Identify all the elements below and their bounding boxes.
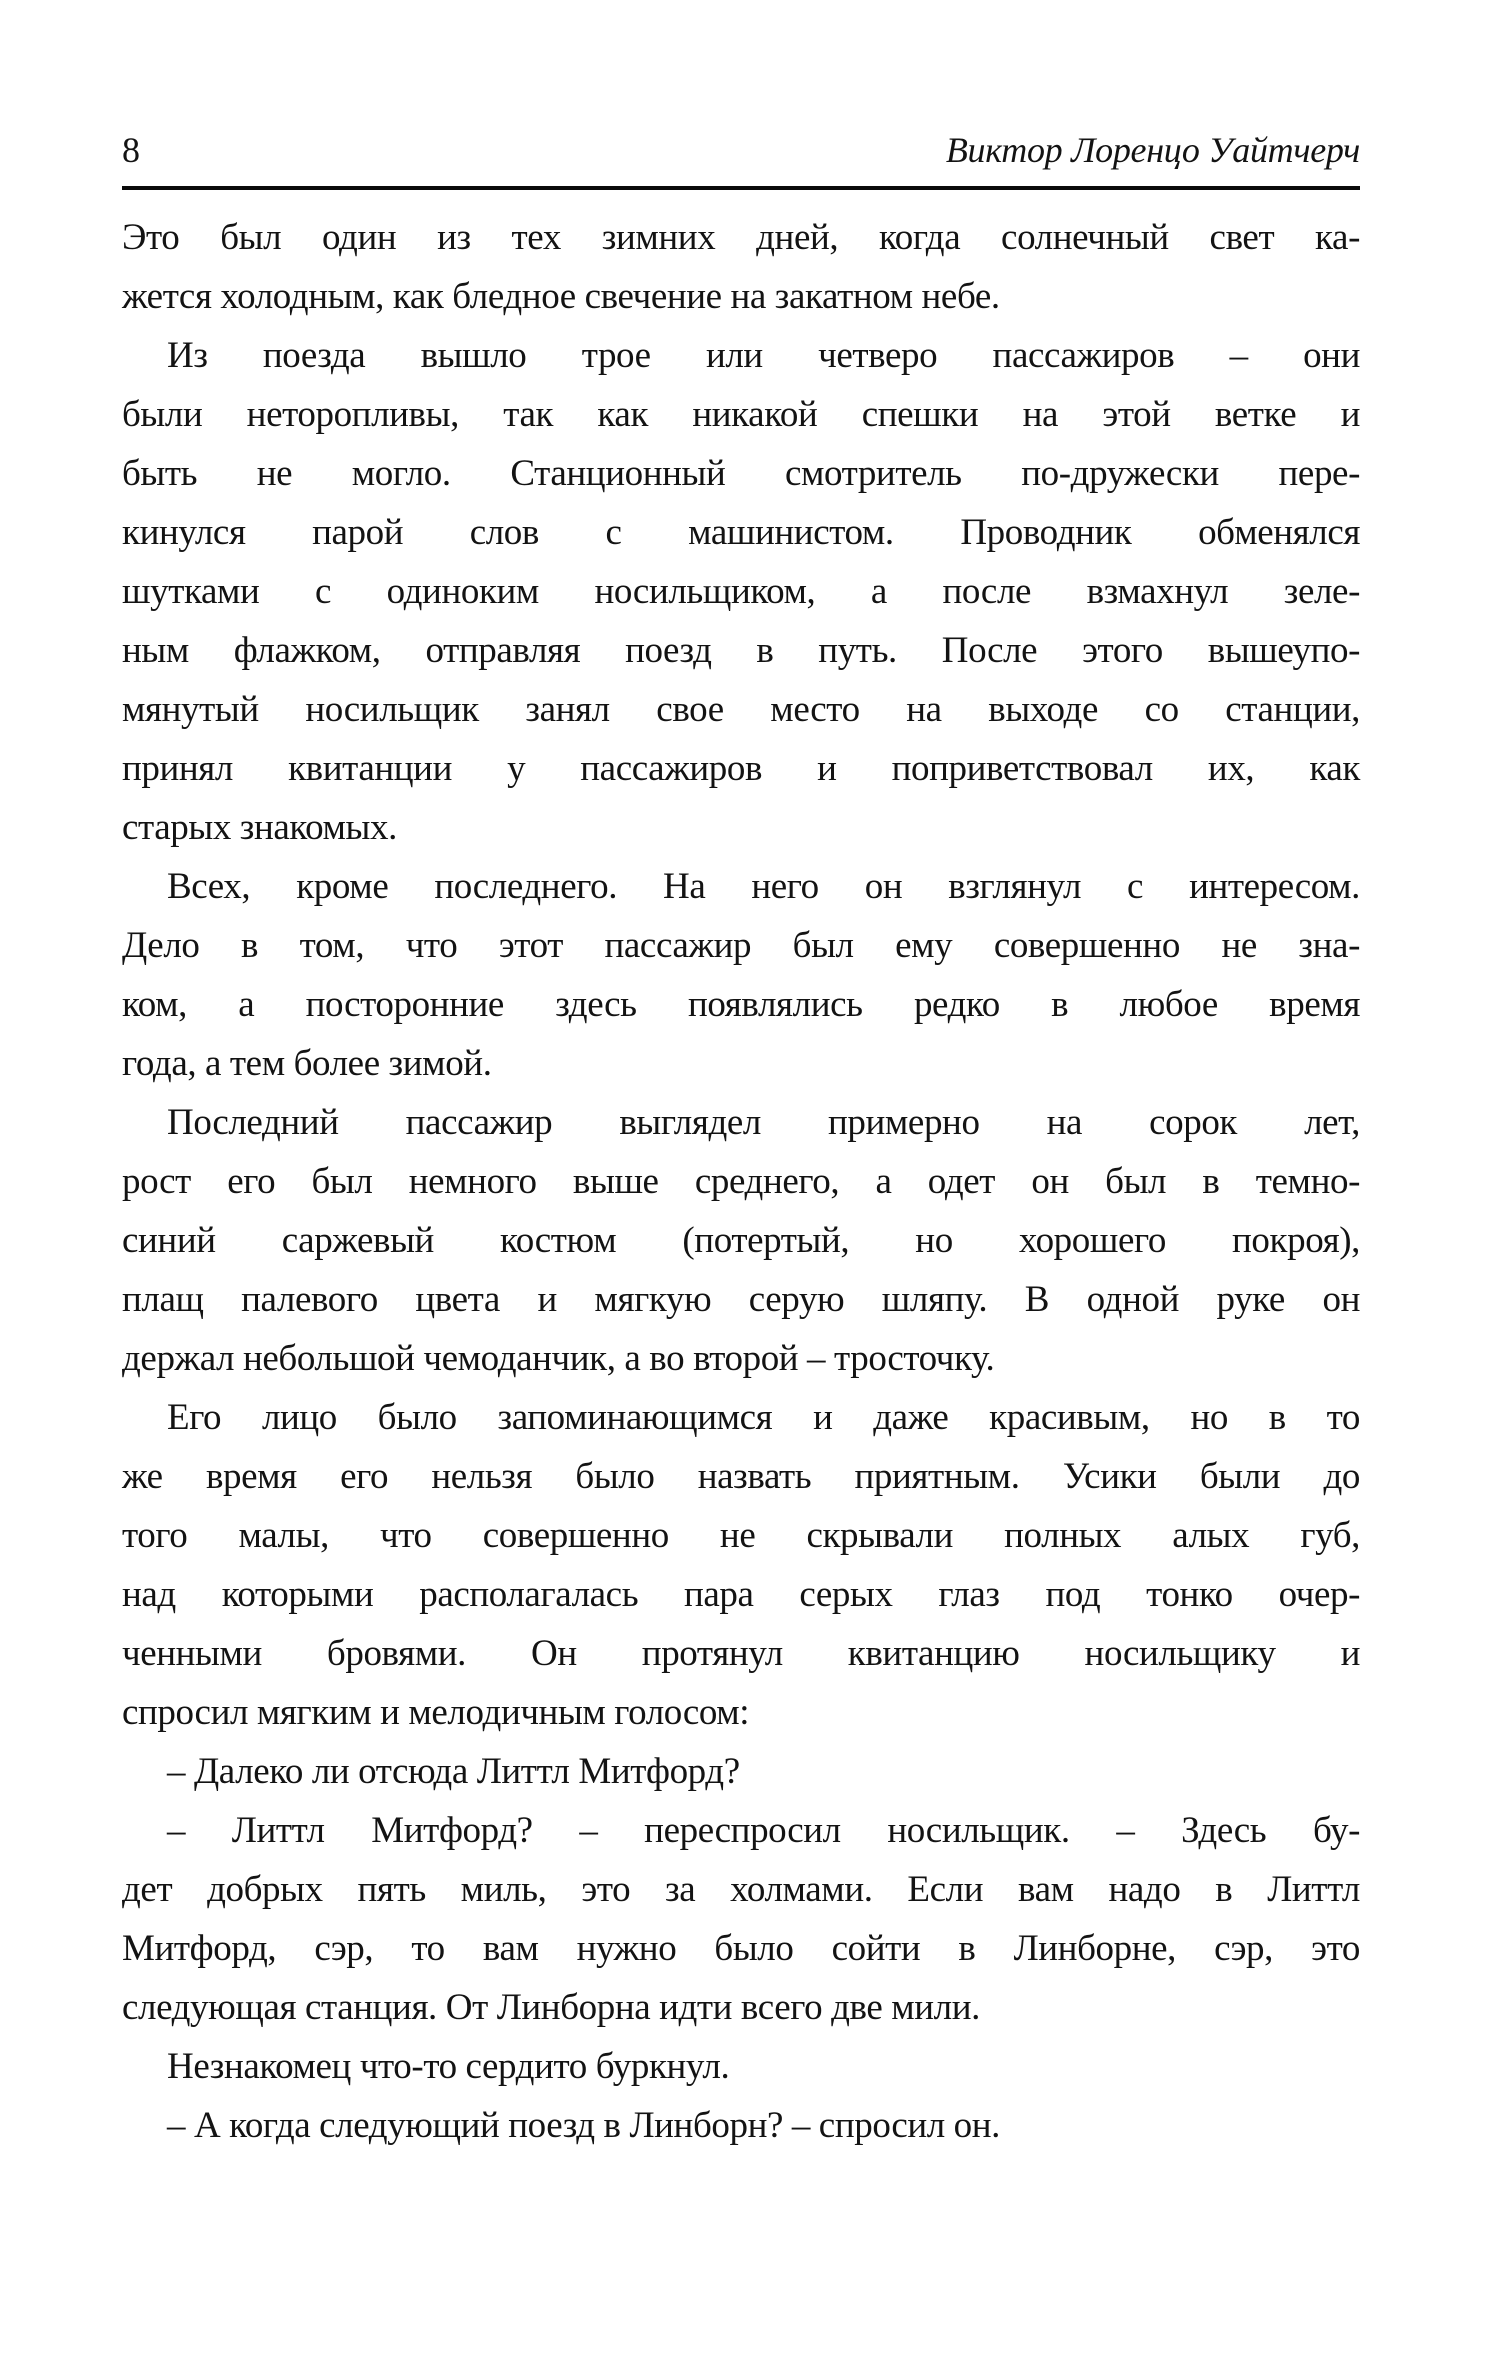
text-line: Его лицо было запоминающимся и даже красивым, но в то <box>167 1397 1360 1438</box>
page-text <box>122 208 1360 2155</box>
text-line: старых знакомых. <box>122 807 397 848</box>
text-line: Последний пассажир выглядел примерно на сорок лет, <box>167 1102 1360 1143</box>
text-line: принял квитанции у пассажиров и поприветствовал их, как <box>122 748 1360 789</box>
text-line: следующая станция. От Линборна идти всего две мили. <box>122 1987 980 2028</box>
text-line: держал небольшой чемоданчик, а во второй – тросточку. <box>122 1338 995 1379</box>
text-line: – Далеко ли отсюда Литтл Митфорд? <box>167 1751 740 1792</box>
header-rule <box>122 186 1360 190</box>
text-line: над которыми располагалась пара серых глаз под тонко очер- <box>122 1574 1360 1615</box>
text-line: шутками с одиноким носильщиком, а после взмахнул зеле- <box>122 571 1360 612</box>
text-line: синий саржевый костюм (потертый, но хорошего покроя), <box>122 1220 1360 1261</box>
text-line: дет добрых пять миль, это за холмами. Если вам надо в Литтл <box>122 1869 1360 1910</box>
text-line: мянутый носильщик занял свое место на выходе со станции, <box>122 689 1360 730</box>
text-line: Из поезда вышло трое или четверо пассажиров – они <box>167 335 1360 376</box>
text-line: Митфорд, сэр, то вам нужно было сойти в Линборне, сэр, это <box>122 1928 1360 1969</box>
text-line: Незнакомец что-то сердито буркнул. <box>167 2046 730 2087</box>
text-line: – Литтл Митфорд? – переспросил носильщик. – Здесь бу- <box>167 1810 1360 1851</box>
text-line: же время его нельзя было назвать приятным. Усики были до <box>122 1456 1360 1497</box>
text-line: были неторопливы, так как никакой спешки на этой ветке и <box>122 394 1360 435</box>
running-header <box>122 128 1360 172</box>
text-line: кинулся парой слов с машинистом. Проводник обменялся <box>122 512 1360 553</box>
text-line: того малы, что совершенно не скрывали полных алых губ, <box>122 1515 1360 1556</box>
running-head-author: Виктор Лоренцо Уайтчерч <box>945 130 1360 170</box>
text-line: ком, а посторонние здесь появлялись редко в любое время <box>122 984 1360 1025</box>
text-line: Дело в том, что этот пассажир был ему совершенно не зна- <box>122 925 1360 966</box>
text-line: быть не могло. Станционный смотритель по-дружески пере- <box>122 453 1360 494</box>
text-line: жется холодным, как бледное свечение на закатном небе. <box>122 276 1000 317</box>
text-line: спросил мягким и мелодичным голосом: <box>122 1692 750 1733</box>
text-line: рост его был немного выше среднего, а одет он был в темно- <box>122 1161 1360 1202</box>
text-line: ченными бровями. Он протянул квитанцию носильщику и <box>122 1633 1360 1674</box>
text-line: – А когда следующий поезд в Линборн? – спросил он. <box>167 2105 1001 2146</box>
text-block <box>122 0 1360 2155</box>
page-number: 8 <box>122 130 141 170</box>
text-line: года, а тем более зимой. <box>122 1043 492 1084</box>
text-line: ным флажком, отправляя поезд в путь. После этого вышеупо- <box>122 630 1360 671</box>
text-line: Это был один из тех зимних дней, когда солнечный свет ка- <box>122 217 1360 258</box>
text-line: плащ палевого цвета и мягкую серую шляпу. В одной руке он <box>122 1279 1360 1320</box>
text-line: Всех, кроме последнего. На него он взглянул с интересом. <box>167 866 1360 907</box>
